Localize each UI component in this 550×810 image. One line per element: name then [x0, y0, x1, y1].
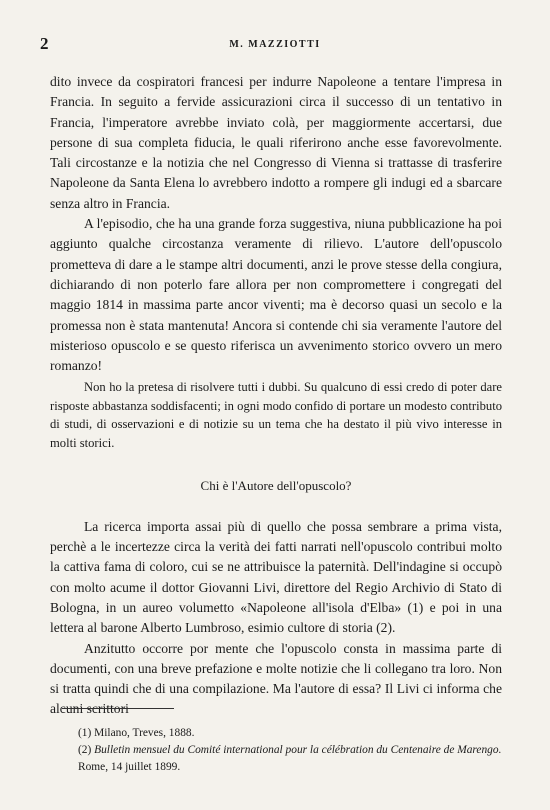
- running-head: M. MAZZIOTTI: [229, 39, 321, 50]
- footnote-1: (1) Milano, Treves, 1888.: [78, 727, 195, 739]
- footnote-divider: [62, 708, 174, 709]
- footnotes: [78, 725, 508, 776]
- page-number: 2: [40, 34, 49, 53]
- paragraph-1: dito invece da cospiratori francesi per indurre Napoleone a tentare l'impresa in Francia. In seguito a fervide assicurazioni circa il successo di un tentativo in Francia, l'imperatore avrebbe inviato colà, per maggiormente accertarsi, due persone di sua completa fiducia, le quali riferirono anche esse favorevolmente. Tali circostanze e la notizia che nel Congresso di Vienna si trattasse di trasferire Napoleone da Santa Elena lo avrebbero indotto a rompere gli indugi ed a sbarcare senza altro in Francia.: [50, 74, 502, 211]
- footnote-2-rest: Rome, 14 juillet 1899.: [78, 761, 181, 773]
- footnote-2: [78, 742, 508, 776]
- footnote-2-marker: (2): [78, 744, 92, 756]
- main-text: [50, 72, 502, 720]
- footnote-2-title: Bulletin mensuel du Comité international pour la célébration du Centenaire de Marengo.: [94, 744, 502, 756]
- paragraph-2: A l'episodio, che ha una grande forza suggestiva, niuna pubblicazione ha poi aggiunto qualche circostanza veramente di rilievo. L'autore dell'opuscolo prometteva di dare a le stampe altri documenti, anzi le prove stesse della congiura, dichiarando di non poterlo fare allora per non compromettere i congregati del maggio 1814 in massima parte ancor viventi; ma è decorso quasi un secolo e la promessa non è stata mantenuta! Ancora si contende chi sia veramente l'autore del misterioso opuscolo e se questo riferisca un avvenimento storico ovvero un mero romanzo!: [50, 216, 502, 374]
- paragraph-3: Non ho la pretesa di risolvere tutti i dubbi. Su qualcuno di essi credo di poter dare risposte abbastanza soddisfacenti; in ogni modo confido di portare un modesto contributo di studi, di osservazioni e di notizie su un tema che ha destato il più vivo interesse in molti storici.: [50, 380, 502, 450]
- section-paragraph-2: Anzitutto occorre por mente che l'opuscolo consta in massima parte di documenti, con una breve prefazione e molte notizie che li collegano tra loro. Non si tratta quindi che di una compilazione. Ma l'autore di essa? Il Livi ci informa che alcuni scrittori: [50, 640, 502, 717]
- section-title: Chi è l'Autore dell'opuscolo?: [200, 478, 352, 494]
- page-header: [40, 34, 510, 54]
- section-paragraph-1: La ricerca importa assai più di quello che possa sembrare a prima vista, perchè a le incertezze circa la verità dei fatti narrati nell'opuscolo contribui molto la cattiva fama di coloro, cui se ne attribuisce la paternità. Dell'indagine si occupò con molto acume il dottor Giovanni Livi, direttore del Regio Archivio di Stato di Bologna, in un aureo volumetto «Napoleone all'isola d'Elba» (1) e poi in una lettera al barone Alberto Lumbroso, esimio cultore di storia (2).: [50, 518, 502, 636]
